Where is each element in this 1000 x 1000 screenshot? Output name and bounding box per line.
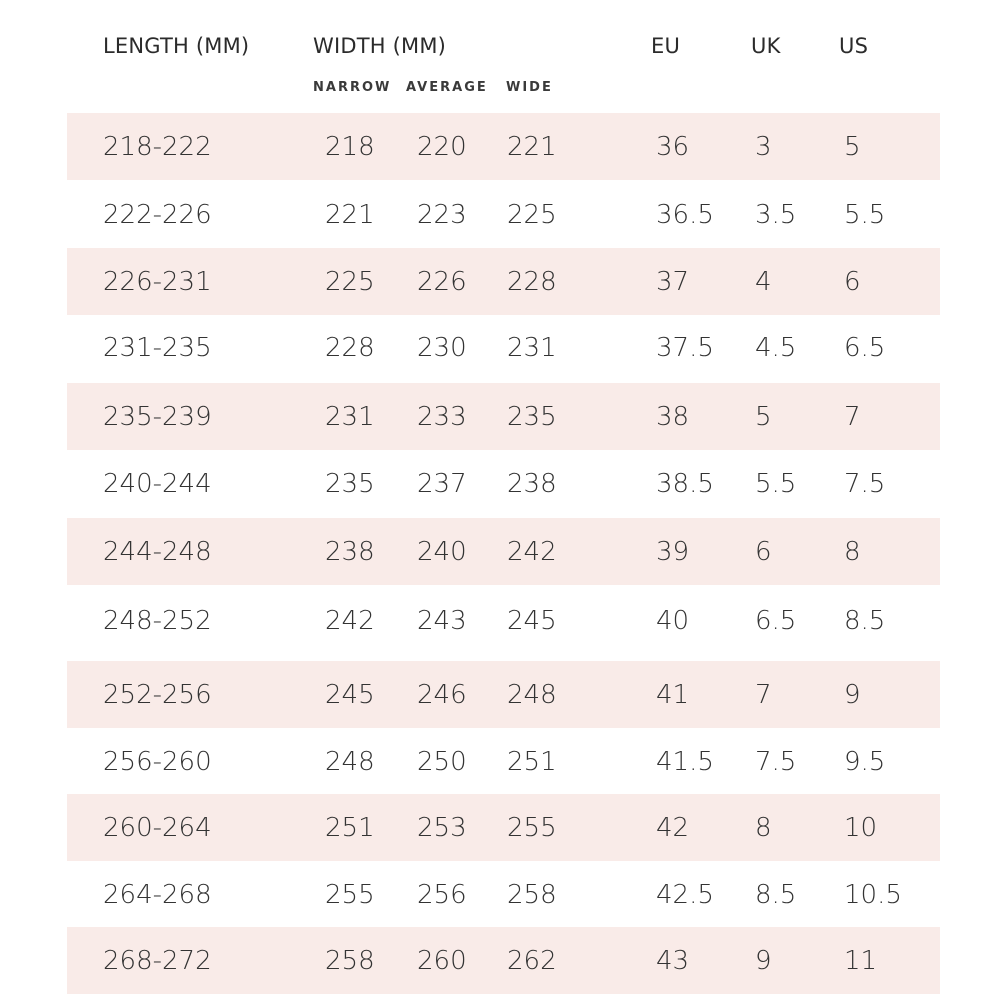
cell-us: 6 xyxy=(844,266,861,297)
cell-wide: 238 xyxy=(507,468,557,499)
table-row xyxy=(67,861,940,928)
cell-wide: 262 xyxy=(507,945,557,976)
table-row xyxy=(67,383,940,450)
cell-wide: 248 xyxy=(507,679,557,710)
cell-narrow: 248 xyxy=(325,746,375,777)
cell-uk: 5 xyxy=(755,401,772,432)
table-row xyxy=(67,927,940,994)
header-length: LENGTH (MM) xyxy=(103,34,250,58)
cell-average: 240 xyxy=(417,536,467,567)
cell-average: 233 xyxy=(417,401,467,432)
table-row xyxy=(67,113,940,180)
cell-length: 222-226 xyxy=(103,199,212,230)
cell-average: 253 xyxy=(417,812,467,843)
cell-us: 7.5 xyxy=(844,468,886,499)
cell-wide: 231 xyxy=(507,332,557,363)
table-row xyxy=(67,314,940,381)
cell-average: 226 xyxy=(417,266,467,297)
cell-us: 10 xyxy=(844,812,878,843)
cell-narrow: 231 xyxy=(325,401,375,432)
cell-narrow: 238 xyxy=(325,536,375,567)
cell-us: 6.5 xyxy=(844,332,886,363)
cell-narrow: 225 xyxy=(325,266,375,297)
cell-uk: 4.5 xyxy=(755,332,797,363)
cell-uk: 9 xyxy=(755,945,772,976)
table-row xyxy=(67,587,940,654)
cell-average: 246 xyxy=(417,679,467,710)
cell-wide: 221 xyxy=(507,131,557,162)
cell-average: 223 xyxy=(417,199,467,230)
cell-us: 9 xyxy=(844,679,861,710)
cell-eu: 38 xyxy=(656,401,690,432)
cell-us: 10.5 xyxy=(844,879,902,910)
cell-eu: 42.5 xyxy=(656,879,714,910)
table-row xyxy=(67,728,940,795)
cell-length: 264-268 xyxy=(103,879,212,910)
cell-wide: 251 xyxy=(507,746,557,777)
table-row xyxy=(67,450,940,517)
table-row xyxy=(67,248,940,315)
cell-narrow: 258 xyxy=(325,945,375,976)
cell-eu: 41 xyxy=(656,679,690,710)
cell-us: 11 xyxy=(844,945,878,976)
cell-length: 235-239 xyxy=(103,401,212,432)
cell-wide: 242 xyxy=(507,536,557,567)
cell-eu: 41.5 xyxy=(656,746,714,777)
cell-uk: 4 xyxy=(755,266,772,297)
cell-narrow: 245 xyxy=(325,679,375,710)
cell-length: 268-272 xyxy=(103,945,212,976)
cell-us: 9.5 xyxy=(844,746,886,777)
cell-length: 244-248 xyxy=(103,536,212,567)
cell-eu: 36.5 xyxy=(656,199,714,230)
cell-average: 220 xyxy=(417,131,467,162)
cell-average: 243 xyxy=(417,605,467,636)
cell-eu: 37 xyxy=(656,266,690,297)
cell-length: 240-244 xyxy=(103,468,212,499)
cell-us: 8.5 xyxy=(844,605,886,636)
cell-eu: 37.5 xyxy=(656,332,714,363)
cell-uk: 3 xyxy=(755,131,772,162)
table-row xyxy=(67,181,940,248)
cell-uk: 6 xyxy=(755,536,772,567)
cell-uk: 7.5 xyxy=(755,746,797,777)
subheader-narrow: NARROW xyxy=(313,80,392,95)
header-uk: UK xyxy=(751,34,781,58)
table-row xyxy=(67,661,940,728)
cell-eu: 40 xyxy=(656,605,690,636)
cell-us: 5.5 xyxy=(844,199,886,230)
cell-us: 7 xyxy=(844,401,861,432)
cell-uk: 8.5 xyxy=(755,879,797,910)
cell-length: 256-260 xyxy=(103,746,212,777)
cell-eu: 43 xyxy=(656,945,690,976)
header-us: US xyxy=(839,34,869,58)
cell-us: 5 xyxy=(844,131,861,162)
subheader-average: AVERAGE xyxy=(406,80,488,95)
header-width: WIDTH (MM) xyxy=(313,34,447,58)
cell-length: 260-264 xyxy=(103,812,212,843)
cell-uk: 8 xyxy=(755,812,772,843)
cell-us: 8 xyxy=(844,536,861,567)
table-row xyxy=(67,518,940,585)
cell-narrow: 228 xyxy=(325,332,375,363)
cell-eu: 39 xyxy=(656,536,690,567)
cell-narrow: 221 xyxy=(325,199,375,230)
cell-eu: 42 xyxy=(656,812,690,843)
table-row xyxy=(67,794,940,861)
cell-narrow: 242 xyxy=(325,605,375,636)
cell-eu: 36 xyxy=(656,131,690,162)
cell-average: 250 xyxy=(417,746,467,777)
cell-uk: 6.5 xyxy=(755,605,797,636)
cell-wide: 245 xyxy=(507,605,557,636)
cell-length: 226-231 xyxy=(103,266,212,297)
cell-length: 248-252 xyxy=(103,605,212,636)
cell-average: 237 xyxy=(417,468,467,499)
cell-average: 256 xyxy=(417,879,467,910)
cell-wide: 258 xyxy=(507,879,557,910)
cell-uk: 3.5 xyxy=(755,199,797,230)
cell-narrow: 218 xyxy=(325,131,375,162)
cell-wide: 228 xyxy=(507,266,557,297)
cell-wide: 235 xyxy=(507,401,557,432)
cell-wide: 225 xyxy=(507,199,557,230)
cell-length: 252-256 xyxy=(103,679,212,710)
cell-wide: 255 xyxy=(507,812,557,843)
cell-narrow: 255 xyxy=(325,879,375,910)
cell-average: 260 xyxy=(417,945,467,976)
subheader-wide: WIDE xyxy=(506,80,553,95)
cell-narrow: 235 xyxy=(325,468,375,499)
header-eu: EU xyxy=(651,34,681,58)
cell-length: 218-222 xyxy=(103,131,212,162)
cell-length: 231-235 xyxy=(103,332,212,363)
cell-narrow: 251 xyxy=(325,812,375,843)
cell-eu: 38.5 xyxy=(656,468,714,499)
cell-average: 230 xyxy=(417,332,467,363)
cell-uk: 7 xyxy=(755,679,772,710)
cell-uk: 5.5 xyxy=(755,468,797,499)
